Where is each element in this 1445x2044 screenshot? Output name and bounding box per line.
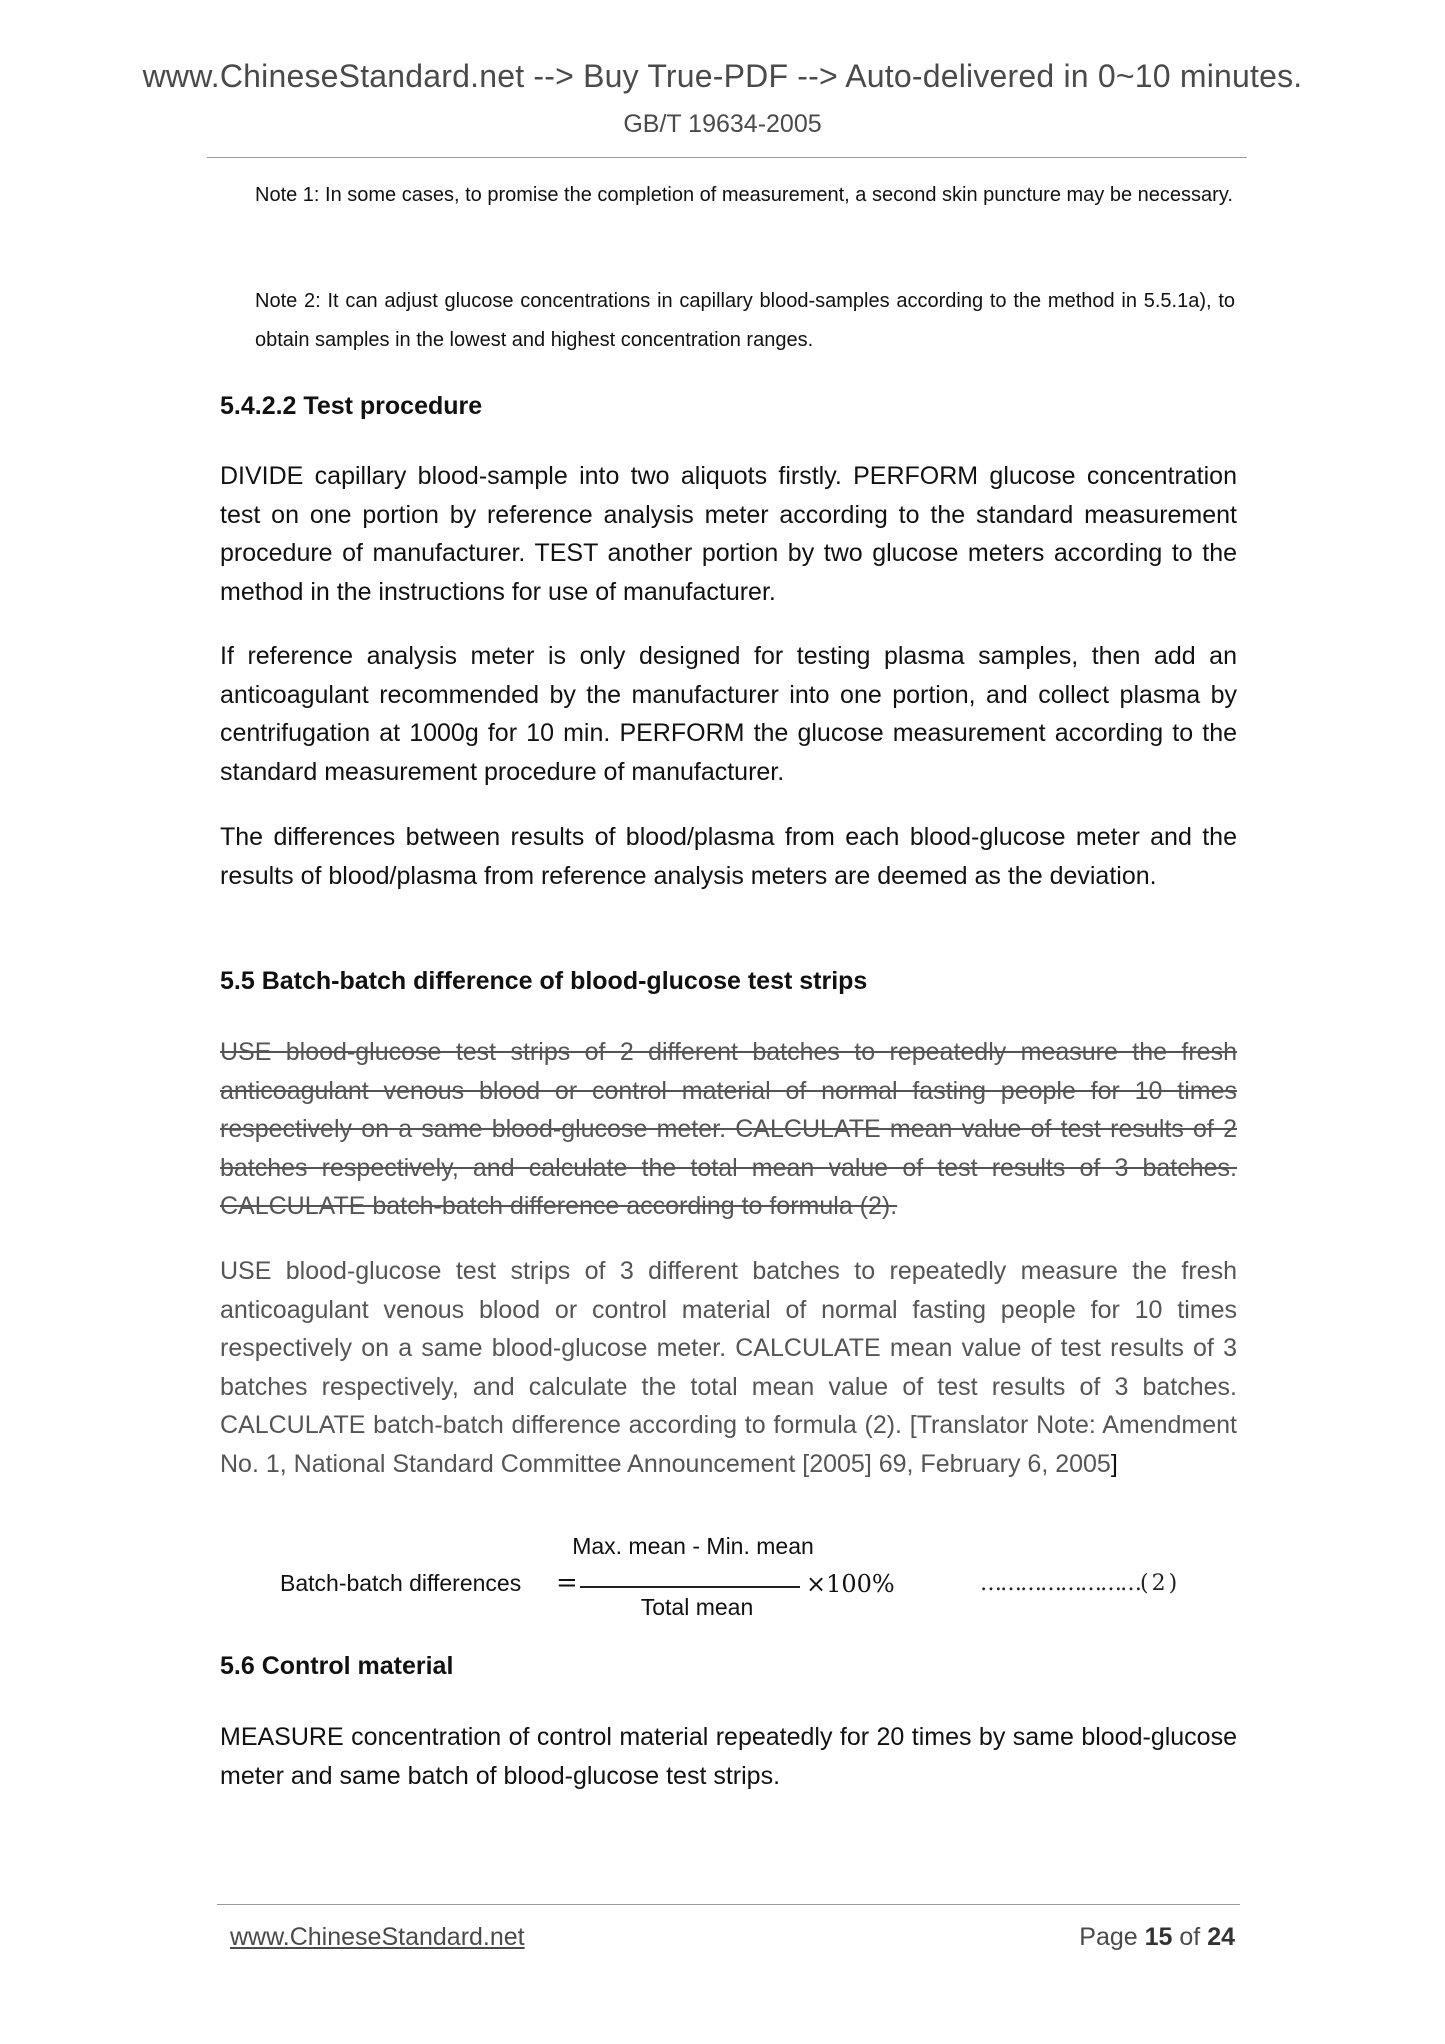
header-divider xyxy=(207,157,1247,158)
paragraph-test-procedure-3: The differences between results of blood/plasma from each blood-glucose meter and the results of blood/plasma from reference analysis meters are deemed as the deviation. xyxy=(220,823,1237,890)
page-indicator xyxy=(1079,1923,1235,1952)
paragraph-struck-original: USE blood-glucose test strips of 2 different batches to repeatedly measure the fresh anticoagulant venous blood or control material of normal fasting people for 10 times respectively on a same blood-glucose meter. CALCULATE mean value of test results of 2 batches respectively, and calculate the total mean value of test results of 3 batches. CALCULATE batch-batch difference according to formula (2). xyxy=(220,1038,1237,1220)
footer-divider xyxy=(217,1904,1240,1905)
heading-5-6: 5.6 Control material xyxy=(220,1652,454,1680)
page-total: 24 xyxy=(1207,1923,1235,1951)
heading-5-5: 5.5 Batch-batch difference of blood-glucose test strips xyxy=(220,967,868,995)
formula-number xyxy=(980,1571,1175,1596)
formula-equals: = xyxy=(556,1568,578,1598)
note-1: Note 1: In some cases, to promise the completion of measurement, a second skin puncture may be necessary. xyxy=(255,184,1233,206)
translator-note-bracket: ] xyxy=(1110,1449,1118,1478)
formula-times-100-percent: ×100% xyxy=(806,1570,895,1598)
page-current: 15 xyxy=(1144,1923,1173,1951)
footer-site-link[interactable]: www.ChineseStandard.net xyxy=(230,1923,525,1951)
header-site-link[interactable]: www.ChineseStandard.net --> Buy True-PDF --> Auto-delivered in 0~10 minutes. xyxy=(142,58,1303,94)
paragraph-test-procedure-1: DIVIDE capillary blood-sample into two aliquots firstly. PERFORM glucose concentration test on one portion by reference analysis meter according to the standard measurement procedure of manufacturer. TEST another portion by two glucose meters according to the method in the instructions for use of manufacturer. xyxy=(220,462,1237,606)
translator-note: Translator Note: Amendment No. 1, National Standard Committee Announcement [2005] 69, February 6, 2005 xyxy=(220,1411,1237,1478)
formula-number-label: ( 2 ) xyxy=(1140,1571,1176,1596)
formula-denominator: Total mean xyxy=(640,1594,754,1620)
standard-number: GB/T 19634-2005 xyxy=(623,110,822,138)
paragraph-control-material: MEASURE concentration of control material repeatedly for 20 times by same blood-glucose meter and same batch of blood-glucose test strips. xyxy=(220,1723,1237,1790)
formula-label: Batch-batch differences xyxy=(280,1570,522,1596)
page-of: of xyxy=(1179,1923,1201,1951)
formula-leader-dots: …………………… xyxy=(980,1571,1140,1596)
heading-5-4-2-2: 5.4.2.2 Test procedure xyxy=(220,392,483,420)
formula-numerator: Max. mean - Min. mean xyxy=(572,1533,814,1559)
page-prefix: Page xyxy=(1079,1923,1138,1951)
formula-fraction-bar xyxy=(580,1586,800,1588)
paragraph-amended xyxy=(220,1252,1237,1483)
paragraph-test-procedure-2: If reference analysis meter is only designed for testing plasma samples, then add an anticoagulant recommended by the manufacturer into one portion, and collect plasma by centrifugation at 1000g for 10 min. PERFORM the glucose measurement according to the standard measurement procedure of manufacturer. xyxy=(220,642,1237,786)
note-2: Note 2: It can adjust glucose concentrations in capillary blood-samples according to the method in 5.5.1a), to obtain samples in the lowest and highest concentration ranges. xyxy=(255,290,1235,351)
amended-text: USE blood-glucose test strips of 3 different batches to repeatedly measure the fresh anticoagulant venous blood or control material of normal fasting people for 10 times respectively on a same blood-glucose meter. CALCULATE mean value of test results of 3 batches respectively, and calculate the total mean value of test results of 3 batches. CALCULATE batch-batch difference according to formula (2). [ xyxy=(220,1257,1237,1439)
